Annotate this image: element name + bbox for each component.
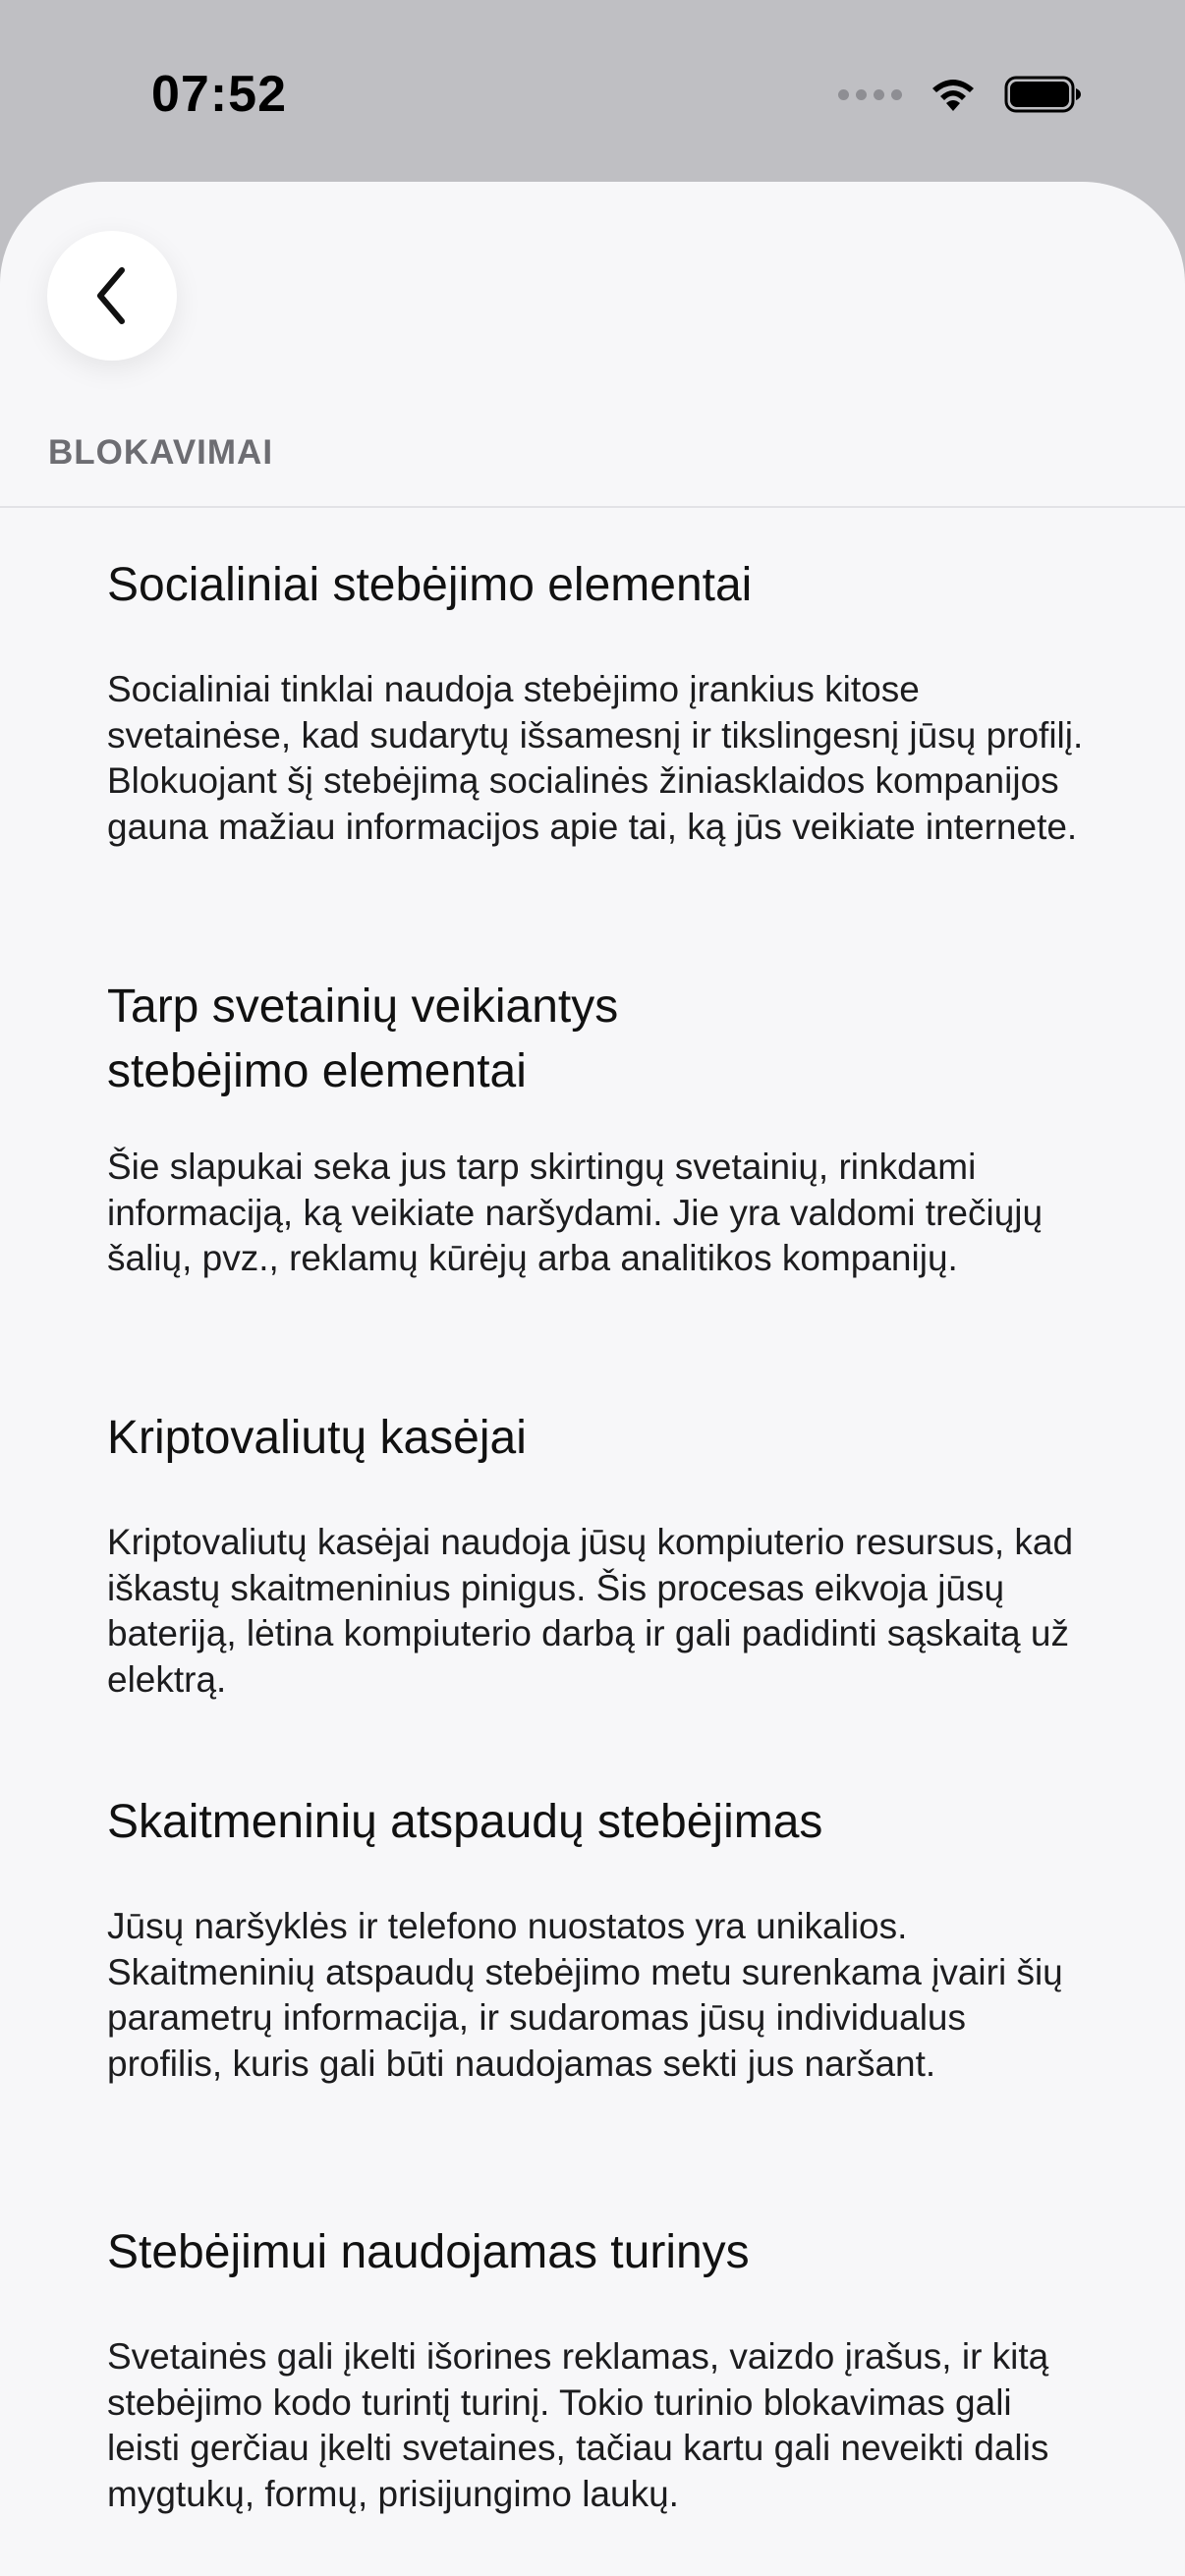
back-button[interactable] <box>47 231 177 361</box>
list-item <box>107 1790 1090 2084</box>
list-item <box>107 1406 1090 1700</box>
item-description: Šie slapukai seka jus tarp skirtingų svetainių, rinkdami informaciją, ką veikiate naršydami. Jie yra valdomi trečiųjų šalių, pvz., reklamų kūrėjų arba analitikos kompanijų. <box>107 1147 1044 1278</box>
item-title: Skaitmeninių atspaudų stebėjimas <box>107 1796 823 1848</box>
item-description: Jūsų naršyklės ir telefono nuostatos yra unikalios. Skaitmeninių atspaudų stebėjimo metu surenkama įvairi šių parametrų informacija, ir sudaromas jūsų individualus profilis, kuris gali būti naudojamas sekti jus naršant. <box>107 1906 1063 2084</box>
status-bar <box>0 0 1185 182</box>
battery-icon <box>1004 75 1083 114</box>
content-sheet <box>0 182 1185 2576</box>
wifi-icon <box>928 76 979 113</box>
list-item <box>107 553 1090 847</box>
item-title: Tarp svetainių veikiantys stebėjimo elementai <box>107 980 619 1097</box>
signal-dots-icon <box>838 89 902 100</box>
status-icons <box>838 71 1083 118</box>
list-item <box>107 2220 1090 2514</box>
item-description: Svetainės gali įkelti išorines reklamas, vaizdo įrašus, ir kitą stebėjimo kodo turintį turinį. Tokio turinio blokavimas gali leisti gerčiau įkelti svetaines, tačiau kartu gali neveikti dalis mygtukų, formų, prisijungimo laukų. <box>107 2336 1049 2514</box>
list-item <box>107 975 1090 1278</box>
divider <box>0 506 1185 508</box>
item-title: Kriptovaliutų kasėjai <box>107 1412 527 1464</box>
item-description: Socialiniai tinklai naudoja stebėjimo įrankius kitose svetainėse, kad sudarytų išsamesnį ir tikslingesnį jūsų profilį. Blokuojant šį stebėjimą socialinės žiniasklaidos kompanijos gauna mažiau informacijos apie tai, ką jūs veikiate internete. <box>107 669 1084 847</box>
item-title: Stebėjimui naudojamas turinys <box>107 2226 750 2278</box>
status-time: 07:52 <box>151 66 287 123</box>
section-title: BLOKAVIMAI <box>48 433 274 472</box>
item-description: Kriptovaliutų kasėjai naudoja jūsų kompiuterio resursus, kad iškastų skaitmeninius pinigus. Šis procesas eikvoja jūsų bateriją, lėtina kompiuterio darbą ir gali padidinti sąskaitą už elektrą. <box>107 1522 1074 1700</box>
chevron-left-icon <box>92 266 132 325</box>
item-title: Socialiniai stebėjimo elementai <box>107 559 753 611</box>
